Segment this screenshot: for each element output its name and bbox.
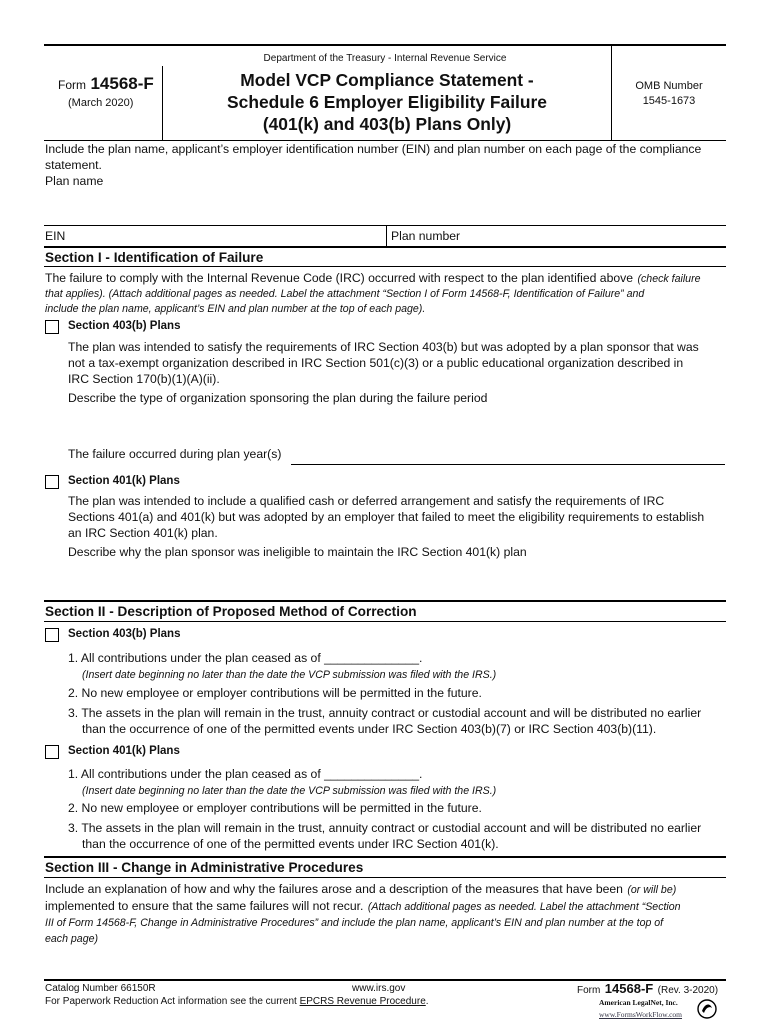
s1-403b-describe: Describe the type of organization sponsoring the plan during the failure period: [68, 391, 488, 405]
checkbox-s1-401k[interactable]: [45, 475, 59, 489]
section2-rule: [44, 600, 726, 602]
s2-401k-date-field[interactable]: [330, 766, 438, 782]
stamp-line-2: www.FormsWorkFlow.com: [599, 1010, 683, 1019]
footer-form-label: Form: [577, 985, 601, 996]
section3-title-rule: [44, 877, 726, 878]
section2-title: Section II - Description of Proposed Method of Correction: [45, 604, 417, 619]
s2-401k-item-1-note: (Insert date beginning no later than the date the VCP submission was filed with the IRS.): [82, 785, 497, 797]
s1-401k-title: Section 401(k) Plans: [68, 475, 180, 487]
catalog-number: Catalog Number 66150R: [45, 983, 156, 994]
stamp-line-1: American LegalNet, Inc.: [599, 998, 678, 1007]
ein-label: EIN: [45, 229, 66, 243]
s1-desc-check: (check failure: [637, 273, 701, 285]
omb-box: [612, 79, 726, 109]
checkbox-s1-403b[interactable]: [45, 320, 59, 334]
paperwork-notice: [45, 996, 429, 1007]
section1-desc: [45, 270, 735, 317]
intro-line-2: statement.: [45, 158, 102, 172]
footer-form-number: 14568-F: [604, 981, 654, 996]
title-line-2: Schedule 6 Employer Eligibility Failure: [227, 92, 547, 112]
s2-401k-item-3-line-1: 3. The assets in the plan will remain in the trust, annuity contract or custodial account and will be distributed no earlier: [68, 821, 702, 835]
plan-name-field[interactable]: [44, 190, 726, 224]
s2-403b-item-2: 2. No new employee or employer contributions will be permitted in the future.: [68, 686, 482, 700]
s2-403b-item-1-note: (Insert date beginning no later than the date the VCP submission was filed with the IRS.): [82, 669, 497, 681]
omb-number: 1545-1673: [642, 95, 696, 107]
s1-401k-text: [68, 493, 704, 541]
plan-year-field[interactable]: [291, 448, 725, 465]
s2-403b-item-3-line-2: than the occurrence of one of the permitted events under IRC Section 403(b)(7) or IRC Section 403(b)(11).: [82, 722, 657, 736]
omb-label: OMB Number: [635, 80, 703, 92]
paperwork-period: .: [425, 996, 429, 1007]
s2-401k-title: Section 401(k) Plans: [68, 745, 180, 757]
org-type-field[interactable]: [68, 408, 726, 446]
s1-403b-line-1: The plan was intended to satisfy the requirements of IRC Section 403(b) but was adopted by a plan sponsor that was: [68, 340, 699, 354]
s2-403b-item-3-line-1: 3. The assets in the plan will remain in the trust, annuity contract or custodial account and will be distributed no earlier: [68, 706, 702, 720]
legalnet-stamp: [597, 996, 719, 1022]
s1-401k-describe: Describe why the plan sponsor was ineligible to maintain the IRC Section 401(k) plan: [68, 545, 527, 559]
s3-line-2: implemented to ensure that the same failures will not recur.: [45, 899, 364, 913]
s2-403b-date-field[interactable]: [330, 650, 438, 666]
s2-403b-title: Section 403(b) Plans: [68, 628, 181, 640]
plan-number-label: Plan number: [391, 229, 461, 243]
top-rule: [44, 44, 726, 46]
s3-line-3: III of Form 14568-F, Change in Administrative Procedures” and include the plan name, applicant’s EIN and plan number at the top of: [45, 917, 664, 929]
s3-line-2-it: (Attach additional pages as needed. Label the attachment “Section: [367, 901, 681, 913]
s3-line-1-it: (or will be): [627, 884, 677, 896]
form-label: Form: [58, 78, 86, 92]
plan-name-label: Plan name: [45, 174, 104, 188]
s2-401k-item-3: [68, 820, 701, 852]
section1-title: Section I - Identification of Failure: [45, 250, 264, 265]
s1-401k-line-3: an IRC Section 401(k) plan.: [68, 526, 218, 540]
epcrs-link[interactable]: EPCRS Revenue Procedure: [299, 996, 426, 1007]
checkbox-s2-401k[interactable]: [45, 745, 59, 759]
section1-rule: [44, 246, 726, 248]
intro-line-1: Include the plan name, applicant’s employer identification number (EIN) and plan number on each page of the compliance: [45, 142, 702, 156]
section2-title-rule: [44, 621, 726, 622]
section3-desc: [45, 881, 735, 947]
ein-field[interactable]: [44, 226, 385, 246]
section3-rule: [44, 856, 726, 858]
ineligible-reason-field[interactable]: [68, 562, 726, 598]
title-line-3: (401(k) and 403(b) Plans Only): [262, 114, 512, 134]
intro-text: [45, 141, 701, 189]
section3-title: Section III - Change in Administrative Procedures: [45, 860, 364, 875]
s3-line-1: Include an explanation of how and why the failures arose and a description of the measures that have been: [45, 882, 623, 896]
agency-line: Department of the Treasury - Internal Revenue Service: [263, 53, 507, 64]
plan-number-field[interactable]: [387, 226, 726, 246]
s2-401k-item-1: 1. All contributions under the plan ceased as of ______________.: [68, 767, 423, 781]
s1-403b-title: Section 403(b) Plans: [68, 320, 181, 332]
form-title: [163, 69, 611, 135]
s1-desc-line-3: include the plan name, applicant’s EIN and plan number at the top of each page).: [45, 303, 426, 315]
form-number: 14568-F: [90, 74, 154, 93]
form-date: (March 2020): [68, 97, 134, 109]
section1-title-rule: [44, 266, 726, 267]
paperwork-text: For Paperwork Reduction Act information see the current: [45, 996, 297, 1007]
s1-403b-line-2: not a tax-exempt organization described in IRC Section 501(c)(3) or a public educational organization described in: [68, 356, 684, 370]
irs-website: www.irs.gov: [352, 983, 406, 994]
s2-401k-item-2: 2. No new employee or employer contributions will be permitted in the future.: [68, 801, 482, 815]
s1-desc-line-2: that applies). (Attach additional pages as needed. Label the attachment “Section I of Form 14568-F, Identification of Failure” and: [45, 288, 645, 300]
s1-403b-year-label: The failure occurred during plan year(s): [68, 447, 282, 461]
s2-403b-item-1: 1. All contributions under the plan ceased as of ______________.: [68, 651, 423, 665]
s1-403b-line-3: IRC Section 170(b)(1)(A)(ii).: [68, 372, 220, 386]
s2-401k-item-3-line-2: than the occurrence of one of the permitted events under IRC Section 401(k).: [82, 837, 499, 851]
title-line-1: Model VCP Compliance Statement -: [240, 70, 534, 90]
s3-line-4: each page): [45, 933, 99, 945]
form-id: [58, 74, 154, 94]
checkbox-s2-403b[interactable]: [45, 628, 59, 642]
footer-rev: (Rev. 3-2020): [657, 985, 719, 996]
stamp-emblem-icon: [697, 999, 717, 1019]
s1-401k-line-1: The plan was intended to include a qualified cash or deferred arrangement and satisfy the requirements of IRC: [68, 494, 665, 508]
s1-desc-line-1: The failure to comply with the Internal Revenue Code (IRC) occurred with respect to the plan identified above: [45, 271, 634, 285]
s1-401k-line-2: Sections 401(a) and 401(k) but was adopted by an employer that failed to meet the eligibility requirements to establish: [68, 510, 705, 524]
s2-403b-item-3: [68, 705, 701, 737]
s1-403b-text: [68, 339, 699, 387]
